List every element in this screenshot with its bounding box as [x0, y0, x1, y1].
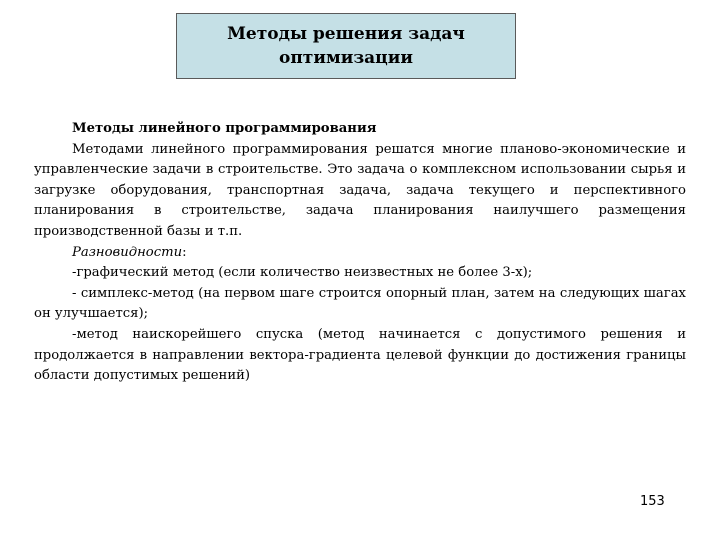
- varieties-label: Разновидности: [72, 244, 183, 260]
- intro-paragraph: Методами линейного программирования решатся многие планово-экономические и управленческие задачи в строительстве. Это задача о комплексном использовании сырья и загрузке оборудования, транспортная задача, задача текущего и перспективного планирования в строительстве, задача планирования наилучшего размещения производственной базы и т.п.: [34, 141, 686, 239]
- section-heading: Методы линейного программирования: [72, 121, 377, 136]
- varieties-line: [34, 243, 686, 264]
- slide-title: Методы решения задач оптимизации: [227, 24, 465, 68]
- list-item-steepest-descent: -метод наискорейшего спуска (метод начинается с допустимого решения и продолжается в направлении вектора-градиента целевой функции до достижения границы области допустимых решений): [34, 326, 686, 384]
- list-item-graphic-method: -графический метод (если количество неизвестных не более 3-х);: [72, 265, 533, 281]
- list-item-simplex-method: - симплекс-метод (на первом шаге строится опорный план, затем на следующих шагах он улучшается);: [34, 285, 686, 322]
- slide-content: [34, 119, 686, 387]
- page-number: 153: [640, 494, 665, 509]
- title-box: [176, 13, 516, 79]
- varieties-colon: :: [182, 244, 187, 260]
